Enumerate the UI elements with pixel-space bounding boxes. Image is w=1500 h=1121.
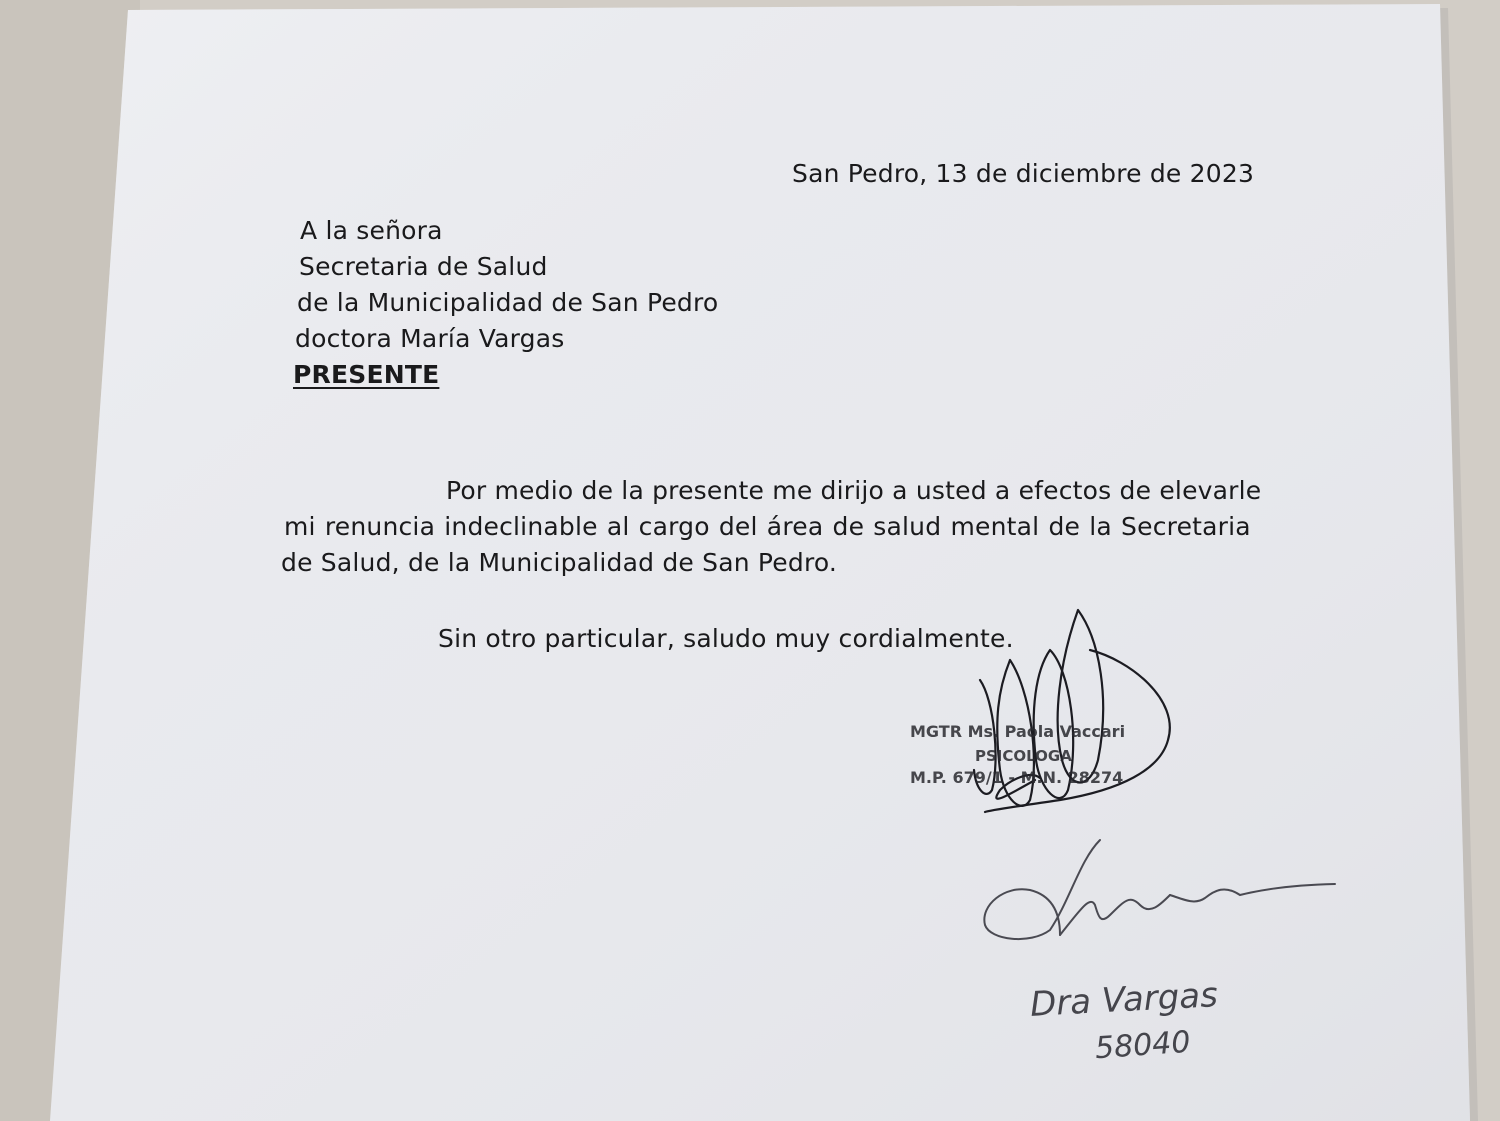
- stamp-name: MGTR Ms. Paola Vaccari: [910, 722, 1126, 741]
- recipient-line-4: doctora María Vargas: [295, 324, 565, 353]
- closing-line: Sin otro particular, saludo muy cordialmente.: [438, 624, 1014, 653]
- stamp-registration: M.P. 679/1 - M.N. 28274: [910, 768, 1124, 787]
- recipient-line-1: A la señora: [300, 216, 443, 245]
- presente-heading: PRESENTE: [293, 360, 440, 389]
- receipt-number: 58040: [1093, 1024, 1192, 1067]
- recipient-line-2: Secretaria de Salud: [299, 252, 548, 281]
- body-line-1: Por medio de la presente me dirijo a usted a efectos de elevarle: [446, 476, 1262, 505]
- letter-date: San Pedro, 13 de diciembre de 2023: [792, 159, 1255, 188]
- body-line-3: de Salud, de la Municipalidad de San Pedro.: [281, 548, 838, 577]
- stamp-title: PSICOLOGA: [975, 747, 1072, 765]
- receipt-name: Dra Vargas: [1029, 975, 1219, 1025]
- body-line-2: mi renuncia indeclinable al cargo del área de salud mental de la Secretaria: [284, 512, 1251, 541]
- recipient-line-3: de la Municipalidad de San Pedro: [297, 288, 719, 317]
